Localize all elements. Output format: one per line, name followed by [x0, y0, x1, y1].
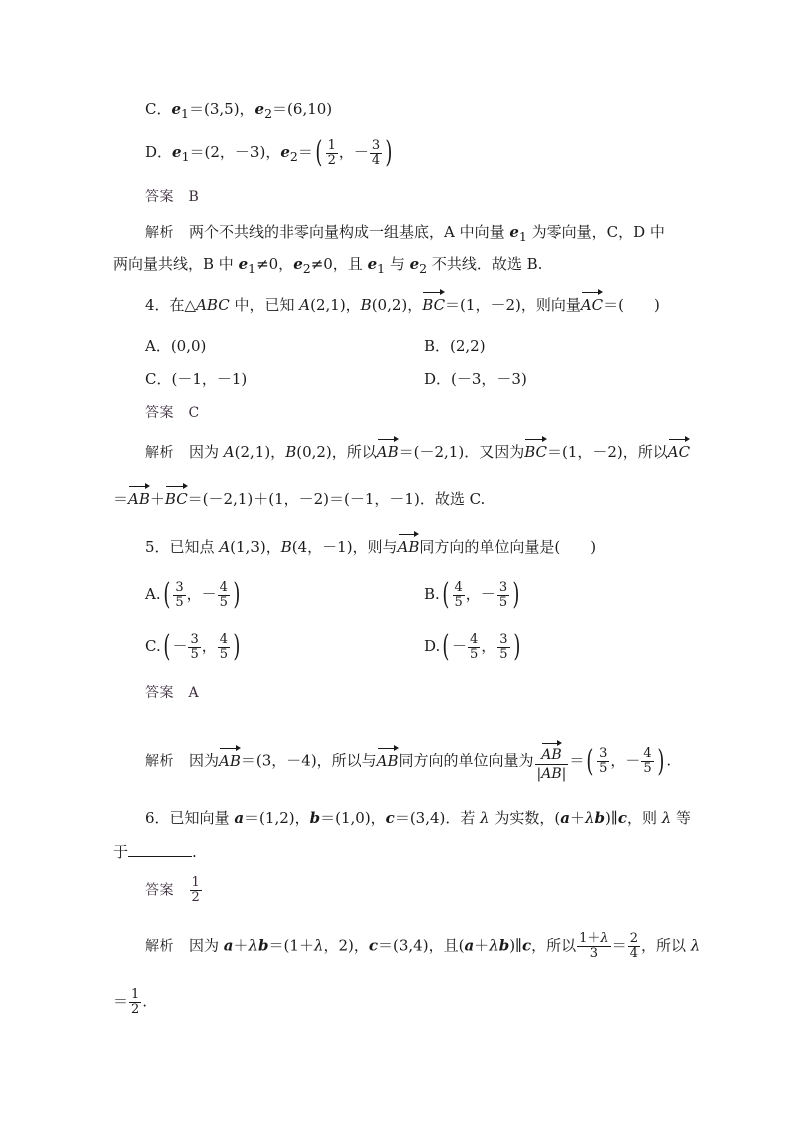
- question-6-line-a: 6．已知向量 a＝(1,2)，b＝(1,0)，c＝(3,4)．若 λ 为实数，(a＋λb)∥c，则 λ 等: [145, 809, 692, 827]
- answer-blank[interactable]: [128, 842, 192, 857]
- question-4: 4．在△ABC 中，已知 A(2,1)，B(0,2)，BC＝(1，－2)，则向量AC＝( ): [145, 296, 660, 314]
- q4-option-c: C．(－1，－1): [145, 370, 248, 388]
- q5-option-c: C.( － $\frac{3}{5}$ ， $\frac{4}{5}$ ): [145, 629, 241, 664]
- explanation-6-line-b: ＝ $\frac{1}{2}$ .: [113, 987, 148, 1017]
- q5-option-a: A.( $\frac{3}{5}$ ，－ $\frac{4}{5}$ ): [145, 577, 241, 612]
- answer-6: 答案 $\frac{1}{2}$: [145, 875, 201, 905]
- question-6-line-b: 于 .: [113, 843, 197, 861]
- q5-option-d: D.( － $\frac{4}{5}$ ， $\frac{3}{5}$ ): [424, 629, 520, 664]
- q4-option-b: B．(2,2): [424, 337, 486, 355]
- explanation-6-line-a: 解析 因为 a＋λb＝(1＋λ，2)，c＝(3,4)，且(a＋λb)∥c，所以 $\frac{1+\lambda}{3}$ ＝ $\frac{2}{4}$ ，所以 λ: [145, 931, 701, 961]
- q4-option-a: A．(0,0): [145, 337, 207, 355]
- option-d-prev: D．$e_1=(2$，－3)，$e_2=$( $\frac{1}{2}$ ，－ $\frac{3}{4}$ ): [145, 135, 393, 170]
- q4-option-d: D．(－3，－3): [424, 370, 527, 388]
- explanation-4-line-a: 解析 因为 A(2,1)，B(0,2)，所以AB＝(－2,1)．又因为BC＝(1，－2)，所以AC: [145, 443, 691, 461]
- answer-4: 答案 C: [145, 405, 200, 421]
- explanation-3-line-a: 解析 两个不共线的非零向量构成一组基底，A 中向量 $e_1$ 为零向量，C，D 中: [145, 223, 665, 244]
- answer-5: 答案 A: [145, 685, 200, 701]
- question-5: 5．已知点 A(1,3)，B(4，－1)，则与AB同方向的单位向量是( ): [145, 538, 597, 556]
- answer-label: 答案 B: [145, 189, 200, 205]
- explanation-5: 解析 因为AB＝(3，－4)，所以与AB同方向的单位向量为 $\frac{AB}{|AB|}$ ＝( $\frac{3}{5}$ ，－ $\frac{4}{5}$ ) .: [145, 740, 671, 783]
- option-c-prev: C．$e_1=(3,5)$，$e_2=(6,10)$: [145, 100, 333, 121]
- explanation-4-line-b: ＝AB＋BC＝(－2,1)＋(1，－2)＝(－1，－1)．故选 C.: [113, 490, 486, 508]
- q5-option-b: B.( $\frac{4}{5}$ ，－ $\frac{3}{5}$ ): [424, 577, 520, 612]
- explanation-3-line-b: 两向量共线，B 中 $e_1\ne 0$，$e_2\ne 0$，且 $e_1$ 与 $e_2$ 不共线．故选 B.: [113, 255, 543, 276]
